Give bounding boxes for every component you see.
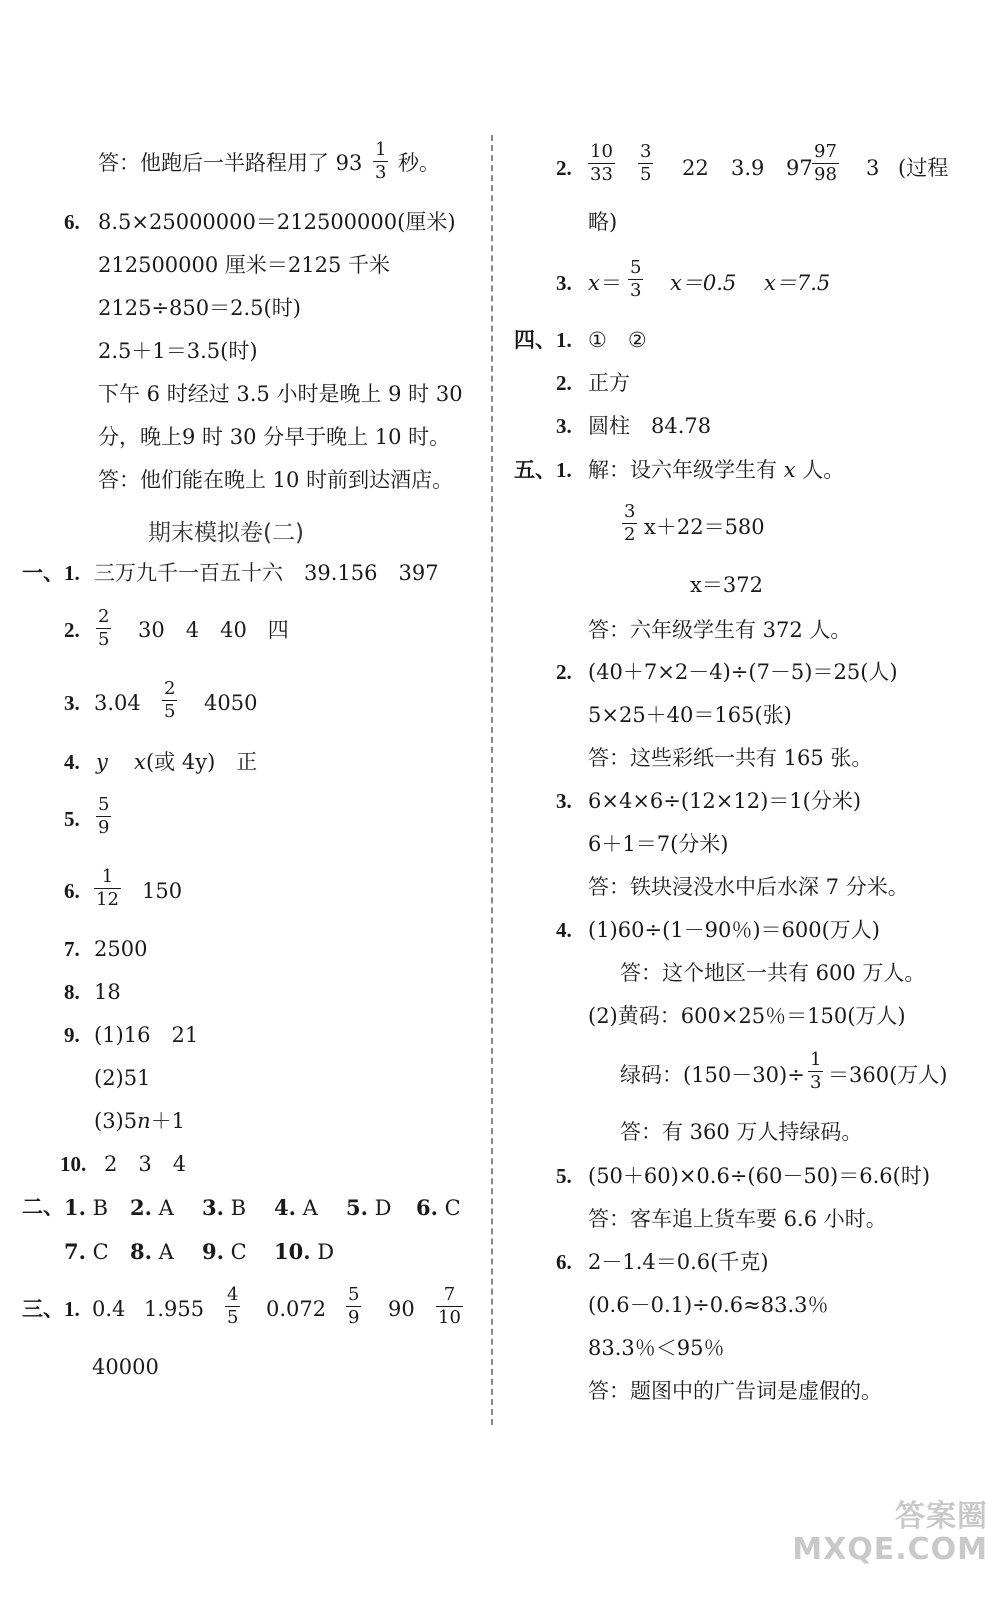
- section-label: 五、: [514, 458, 556, 482]
- choice-answer: 5. D: [346, 1195, 392, 1220]
- text-value: 0.072: [266, 1297, 327, 1321]
- text-line: (40＋7×2－4)÷(7－5)＝25(人): [588, 660, 898, 684]
- text-value: 略): [588, 210, 618, 234]
- choice-answer: 4. A: [274, 1195, 318, 1220]
- answer-half-suffix: 秒。: [398, 151, 440, 175]
- question-number: 6.: [556, 1250, 572, 1274]
- question-number: 2.: [64, 618, 80, 642]
- text-value: 40000: [92, 1355, 159, 1379]
- column-divider: [491, 135, 493, 1425]
- text-line: (50＋60)×0.6÷(60－50)＝6.6(时): [588, 1164, 931, 1188]
- question-number: 1.: [556, 328, 572, 352]
- text-value: 97: [786, 156, 813, 180]
- question-number: 1.: [556, 458, 572, 482]
- text-line: (3)5n＋1: [94, 1109, 186, 1133]
- fraction: 4 5: [227, 1284, 239, 1328]
- text-line: 绿码：(150－30)÷: [620, 1063, 805, 1087]
- variable: x: [588, 271, 600, 295]
- text-line: 分，晚上9 时 30 分早于晚上 10 时。: [98, 425, 451, 449]
- text-line: (1)60÷(1－90％)＝600(万人): [588, 918, 881, 942]
- text-line: 圆柱 84.78: [588, 414, 712, 438]
- variable: y: [96, 750, 108, 774]
- answer-half-text: 答：他跑后一半路程用了 93: [98, 151, 363, 175]
- text-line: 8.5×25000000＝212500000(厘米): [98, 210, 456, 234]
- question-number: 4.: [64, 750, 80, 774]
- fraction: 3 2: [624, 501, 636, 545]
- fraction: 5 9: [98, 794, 110, 838]
- question-number: 5.: [64, 807, 80, 831]
- answer-line: 答：铁块浸没水中后水深 7 分米。: [588, 875, 909, 899]
- text-line: (2)黄码：600×25％＝150(万人): [588, 1004, 906, 1028]
- question-number: 8.: [64, 980, 80, 1004]
- text-line: 83.3％＜95％: [588, 1336, 725, 1360]
- text-value: x＝7.5: [764, 271, 831, 295]
- text-line: 212500000 厘米＝2125 千米: [98, 253, 391, 277]
- text-value: 22: [682, 156, 709, 180]
- choice-answer: 3. B: [202, 1195, 247, 1220]
- choice-answer: 1. B: [64, 1195, 109, 1220]
- answer-line: 答：题图中的广告词是虚假的。: [588, 1379, 882, 1403]
- answer-line: 答：这个地区一共有 600 万人。: [620, 961, 926, 985]
- text-value: 1.955: [144, 1297, 205, 1321]
- question-number: 6.: [64, 879, 80, 903]
- text-line: 2 3 4: [104, 1152, 187, 1176]
- fraction: 2 5: [98, 606, 110, 650]
- text-line: (或 4y) 正: [146, 750, 258, 774]
- answer-line: 答：这些彩纸一共有 165 张。: [588, 746, 873, 770]
- question-number: 3.: [556, 414, 572, 438]
- fraction: 97 98: [814, 141, 837, 185]
- fraction: 5 9: [348, 1284, 360, 1328]
- fraction: 1 3: [810, 1049, 822, 1093]
- text-line: 6＋1＝7(分米): [588, 832, 729, 856]
- answer-line: 答：他们能在晚上 10 时前到达酒店。: [98, 468, 454, 492]
- question-number: 3.: [556, 789, 572, 813]
- text-line: 正方: [588, 371, 630, 395]
- choice-answer: 9. C: [202, 1239, 247, 1264]
- equation: x＋22＝580: [644, 515, 765, 539]
- question-number: 9.: [64, 1023, 80, 1047]
- text-value: 3.9: [731, 156, 765, 180]
- equals: ＝: [601, 271, 622, 295]
- section-label: 二、: [22, 1195, 64, 1219]
- text-line: 三万九千一百五十六 39.156 397: [94, 561, 439, 585]
- text-line: 6×4×6÷(12×12)＝1(分米): [588, 789, 862, 813]
- fraction: 1 12: [96, 866, 119, 910]
- question-number: 3.: [64, 691, 80, 715]
- text-line: 30 4 40 四: [138, 618, 289, 642]
- fraction: 1 3: [375, 139, 387, 183]
- choice-answer: 6. C: [416, 1195, 461, 1220]
- fraction: 3 5: [640, 141, 652, 185]
- watermark-logo-text: 答案圈: [895, 1499, 988, 1534]
- answer-line: 答：六年级学生有 372 人。: [588, 618, 852, 642]
- question-number: 5.: [556, 1164, 572, 1188]
- fraction: 7 10: [438, 1284, 461, 1328]
- fraction: 5 3: [630, 257, 642, 301]
- section-label: 四、: [514, 328, 556, 352]
- section-label: 三、: [22, 1297, 64, 1321]
- text-line: 150: [142, 879, 183, 903]
- text-line: 2125÷850＝2.5(时): [98, 296, 301, 320]
- text-line: 2.5＋1＝3.5(时): [98, 339, 258, 363]
- fraction: 2 5: [164, 678, 176, 722]
- watermark-url: MXQE.COM: [792, 1532, 988, 1567]
- answer-line: 答：客车追上货车要 6.6 小时。: [588, 1207, 887, 1231]
- choice-answer: 7. C: [64, 1239, 109, 1264]
- text-line: (2)51: [94, 1066, 151, 1090]
- text-line: ＝360(万人): [828, 1063, 948, 1087]
- text-line: 下午 6 时经过 3.5 小时是晚上 9 时 30: [98, 382, 463, 406]
- question-number: 6.: [64, 210, 80, 234]
- question-number: 2.: [556, 156, 572, 180]
- text-value: 0.4: [92, 1297, 126, 1321]
- text-line: 3.04: [94, 691, 141, 715]
- text-line: 2500: [94, 937, 148, 961]
- section-label: 一、: [22, 561, 64, 585]
- text-line: (1)16 21: [94, 1023, 199, 1047]
- choice-answer: 10. D: [274, 1239, 335, 1264]
- question-number: 4.: [556, 918, 572, 942]
- text-line: 4050: [204, 691, 258, 715]
- fraction: 10 33: [590, 141, 613, 185]
- text-line: ① ②: [588, 328, 647, 352]
- question-number: 1.: [64, 561, 80, 585]
- choice-answer: 8. A: [130, 1239, 174, 1264]
- question-number: 7.: [64, 937, 80, 961]
- choice-answer: 2. A: [130, 1195, 174, 1220]
- text-line: 解：设六年级学生有 x 人。: [588, 458, 845, 482]
- section-title: 期末模拟卷(二): [148, 520, 304, 546]
- question-number: 1.: [64, 1297, 80, 1321]
- text-value: 3: [866, 156, 880, 180]
- variable: x: [134, 750, 146, 774]
- answer-line: 答：有 360 万人持绿码。: [620, 1120, 863, 1144]
- watermark: [792, 1500, 988, 1566]
- question-number: 2.: [556, 660, 572, 684]
- question-number: 2.: [556, 371, 572, 395]
- text-line: (0.6－0.1)÷0.6≈83.3％: [588, 1293, 829, 1317]
- text-line: 18: [94, 980, 121, 1004]
- text-line: 2－1.4＝0.6(千克): [588, 1250, 769, 1274]
- text-line: 5×25＋40＝165(张): [588, 703, 792, 727]
- equation: x＝372: [690, 573, 763, 597]
- text-value: x＝0.5: [670, 271, 737, 295]
- question-number: 3.: [556, 271, 572, 295]
- question-number: 10.: [60, 1152, 87, 1176]
- text-value: 90: [388, 1297, 415, 1321]
- text-value: (过程: [898, 156, 949, 180]
